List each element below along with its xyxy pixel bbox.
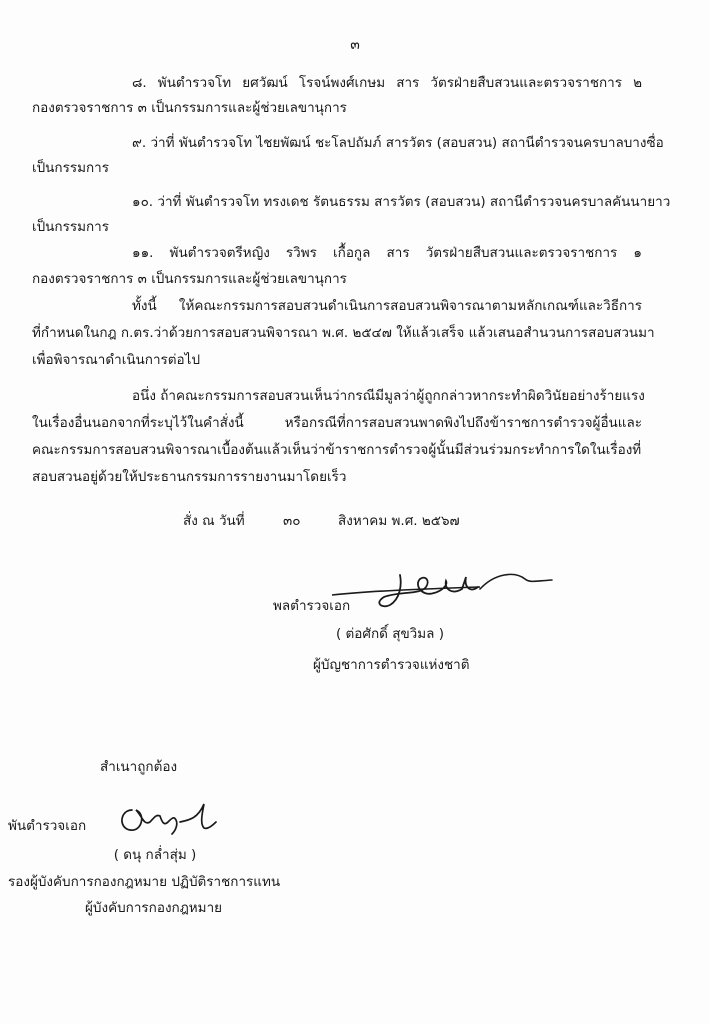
- committee-item-9-line1: ๙. ว่าที่ พันตำรวจโท ไชยพัฒน์ ชะโลปถัมภ์ สารวัตร (สอบสวน) สถานีตำรวจนครบาลบางซื่อ: [132, 135, 664, 151]
- paragraph1-line2: ที่กำหนดในกฎ ก.ตร.ว่าด้วยการสอบสวนพิจารณา พ.ศ. ๒๕๔๗ ให้แล้วเสร็จ แล้วเสนอสำนวนการสอบสวนมา: [32, 325, 655, 341]
- signature-commissioner: [330, 565, 560, 615]
- signatory-rank: พลตำรวจเอก: [273, 598, 351, 614]
- certifier-position-line1: รองผู้บังคับการกองกฎหมาย ปฏิบัติราชการแทน: [8, 874, 281, 890]
- committee-item-9-line2: เป็นกรรมการ: [32, 160, 109, 176]
- order-date-label: สั่ง ณ วันที่: [183, 513, 245, 529]
- paragraph1-line3: เพื่อพิจารณาดำเนินการต่อไป: [32, 352, 201, 368]
- certifier-name: ( ดนุ กล่ำสุ่ม ): [113, 847, 197, 863]
- certifier-position-line2: ผู้บังคับการกองกฎหมาย: [85, 900, 223, 916]
- paragraph2-line4: สอบสวนอยู่ด้วยให้ประธานกรรมการรายงานมาโดยเร็ว: [32, 469, 347, 485]
- committee-item-8-line2: กองตรวจราชการ ๓ เป็นกรรมการและผู้ช่วยเลขานุการ: [32, 100, 347, 116]
- committee-item-11-line2: กองตรวจราชการ ๓ เป็นกรรมการและผู้ช่วยเลขานุการ: [32, 271, 347, 287]
- order-date-day: ๓๐: [283, 513, 301, 529]
- committee-item-10-line1: ๑๐. ว่าที่ พันตำรวจโท ทรงเดช รัตนธรรม สารวัตร (สอบสวน) สถานีตำรวจนครบาลคันนายาว: [132, 194, 671, 210]
- committee-item-8-line1: ๘. พันตำรวจโท ยศวัฒน์ โรจน์พงศ์เกษม สาร วัตรฝ่ายสืบสวนและตรวจราชการ ๒: [132, 75, 642, 91]
- signatory-name: ( ต่อศักดิ์ สุขวิมล ): [335, 626, 444, 642]
- page-number: ๓: [350, 37, 360, 53]
- paragraph2-line3: คณะกรรมการสอบสวนพิจารณาเบื้องต้นแล้วเห็นว่าข้าราชการตำรวจผู้นั้นมีส่วนร่วมกระทำการใดในเรื่องที่: [32, 442, 642, 458]
- committee-item-11-line1: ๑๑. พันตำรวจตรีหญิง รวิพร เกื้อกูล สาร วัตรฝ่ายสืบสวนและตรวจราชการ ๑: [132, 245, 642, 261]
- order-date-month-year: สิงหาคม พ.ศ. ๒๕๖๗: [338, 513, 460, 529]
- paragraph1-line1: ทั้งนี้ ให้คณะกรรมการสอบสวนดำเนินการสอบสวนพิจารณาตามหลักเกณฑ์และวิธีการ: [132, 298, 642, 314]
- certifier-rank: พันตำรวจเอก: [8, 818, 87, 834]
- signature-certifier: [112, 800, 222, 840]
- signatory-position: ผู้บัญชาการตำรวจแห่งชาติ: [313, 657, 470, 673]
- paragraph2-line2: ในเรื่องอื่นนอกจากที่ระบุไว้ในคำสั่งนี้ หรือกรณีที่การสอบสวนพาดพิงไปถึงข้าราชการตำรวจผู้อื่นและ: [32, 415, 642, 431]
- certified-copy-label: สำเนาถูกต้อง: [100, 759, 178, 775]
- paragraph2-line1: อนึ่ง ถ้าคณะกรรมการสอบสวนเห็นว่ากรณีมีมูลว่าผู้ถูกกล่าวหากระทำผิดวินัยอย่างร้ายแรง: [132, 388, 645, 404]
- committee-item-10-line2: เป็นกรรมการ: [32, 219, 109, 235]
